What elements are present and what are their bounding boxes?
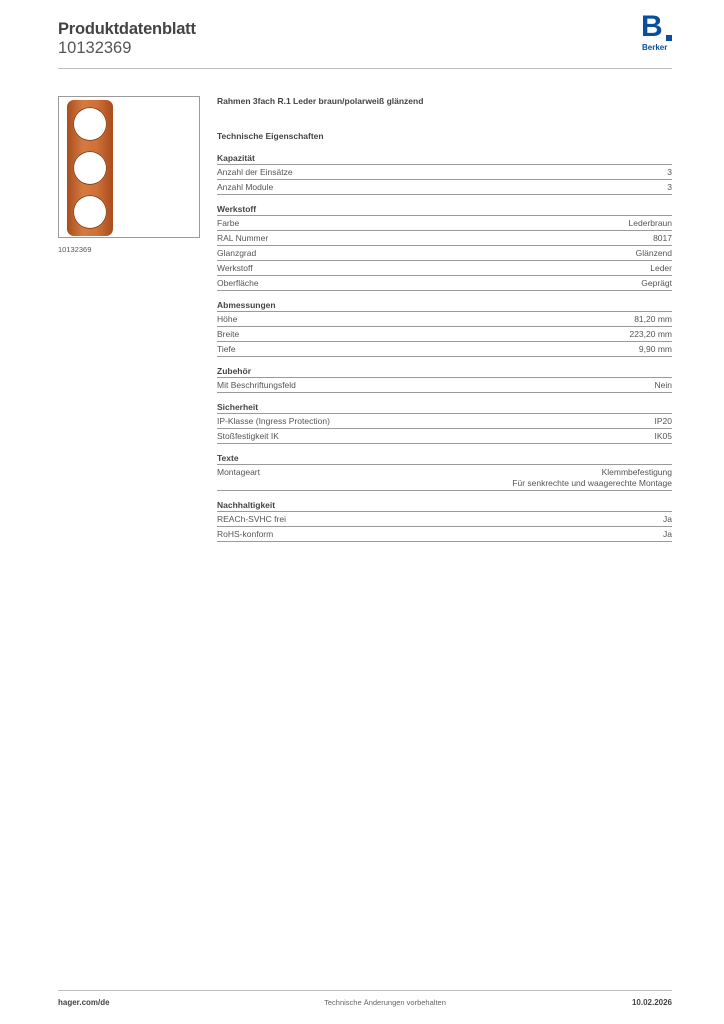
header-divider <box>58 68 672 69</box>
property-value-line: 223,20 mm <box>629 329 672 339</box>
property-value-line: Klemmbefestigung <box>601 467 672 477</box>
property-label: Glanzgrad <box>217 248 257 258</box>
property-label: IP-Klasse (Ingress Protection) <box>217 416 330 426</box>
section-title: Zubehör <box>217 366 672 378</box>
property-section <box>217 366 672 393</box>
property-value-line: Für senkrechte und waagerechte Montage <box>512 478 672 488</box>
property-label: Stoßfestigkeit IK <box>217 431 279 441</box>
frame-opening <box>73 107 107 141</box>
property-value <box>653 233 672 244</box>
property-row <box>217 465 672 491</box>
property-value <box>663 529 672 540</box>
property-label: Oberfläche <box>217 278 259 288</box>
property-section <box>217 453 672 491</box>
property-label: Höhe <box>217 314 238 324</box>
property-section <box>217 204 672 291</box>
property-value-line: IK05 <box>654 431 672 441</box>
property-value-line: 9,90 mm <box>638 344 672 354</box>
section-title: Sicherheit <box>217 402 672 414</box>
property-label: Farbe <box>217 218 240 228</box>
property-row <box>217 512 672 527</box>
tech-properties-heading: Technische Eigenschaften <box>217 131 324 141</box>
property-value <box>655 380 672 391</box>
property-value <box>655 431 673 442</box>
document-title: Produktdatenblatt <box>58 20 196 38</box>
property-value-line: 8017 <box>653 233 672 243</box>
property-row <box>217 261 672 276</box>
property-row <box>217 231 672 246</box>
property-section <box>217 153 672 195</box>
property-value-line: 3 <box>667 182 672 192</box>
section-title: Werkstoff <box>217 204 672 216</box>
property-label: REACh-SVHC frei <box>217 514 286 524</box>
property-value-line: Ja <box>663 514 672 524</box>
property-label: Anzahl Module <box>217 182 274 192</box>
property-value-line: Nein <box>654 380 672 390</box>
property-value-line: Leder <box>650 263 672 273</box>
property-value-line: 81,20 mm <box>634 314 672 324</box>
footer-disclaimer: Technische Änderungen vorbehalten <box>324 998 446 1007</box>
property-row <box>217 414 672 429</box>
property-row <box>217 327 672 342</box>
section-title: Abmessungen <box>217 300 672 312</box>
property-row <box>217 429 672 444</box>
berker-logo <box>640 10 676 54</box>
property-value <box>629 218 672 229</box>
property-label: Anzahl der Einsätze <box>217 167 293 177</box>
property-row <box>217 342 672 357</box>
property-sections <box>217 153 672 542</box>
property-row <box>217 216 672 231</box>
section-title: Texte <box>217 453 672 465</box>
property-value <box>667 182 672 193</box>
property-section <box>217 300 672 357</box>
property-section <box>217 500 672 542</box>
property-value <box>639 344 672 355</box>
section-title: Kapazität <box>217 153 672 165</box>
property-value-line: Ja <box>663 529 672 539</box>
property-value-line: Glänzend <box>635 248 672 258</box>
property-value-line: 3 <box>667 167 672 177</box>
frame-opening <box>73 151 107 185</box>
property-row <box>217 246 672 261</box>
property-value-line: Geprägt <box>641 278 672 288</box>
logo-dot <box>666 35 672 41</box>
product-image <box>58 96 200 238</box>
property-section <box>217 402 672 444</box>
property-row <box>217 180 672 195</box>
property-row <box>217 312 672 327</box>
property-row <box>217 378 672 393</box>
property-value-line: IP20 <box>654 416 672 426</box>
property-label: Tiefe <box>217 344 236 354</box>
property-value <box>655 416 673 427</box>
product-details <box>217 96 672 551</box>
property-label: RAL Nummer <box>217 233 269 243</box>
property-value <box>667 167 672 178</box>
property-row <box>217 165 672 180</box>
logo-mark: B <box>641 10 663 43</box>
property-label: Montageart <box>217 467 260 477</box>
product-name: Rahmen 3fach R.1 Leder braun/polarweiß glänzend <box>217 96 424 106</box>
image-caption: 10132369 <box>58 245 92 254</box>
property-value <box>650 263 672 274</box>
footer-divider <box>58 990 672 991</box>
property-value <box>629 329 672 340</box>
property-row <box>217 527 672 542</box>
footer-website: hager.com/de <box>58 998 110 1007</box>
property-label: Breite <box>217 329 240 339</box>
section-title: Nachhaltigkeit <box>217 500 672 512</box>
frame-opening <box>73 195 107 229</box>
logo-text: Berker <box>642 43 668 52</box>
document-number: 10132369 <box>58 39 132 57</box>
property-value-line: Lederbraun <box>628 218 672 228</box>
property-value <box>663 514 672 525</box>
property-value <box>641 278 672 289</box>
property-row <box>217 276 672 291</box>
property-value <box>512 467 672 489</box>
footer-date: 10.02.2026 <box>631 998 672 1007</box>
property-label: Werkstoff <box>217 263 253 273</box>
frame-illustration <box>67 100 113 236</box>
property-label: Mit Beschriftungsfeld <box>217 380 296 390</box>
property-label: RoHS-konform <box>217 529 274 539</box>
property-value <box>636 248 672 259</box>
property-value <box>634 314 672 325</box>
